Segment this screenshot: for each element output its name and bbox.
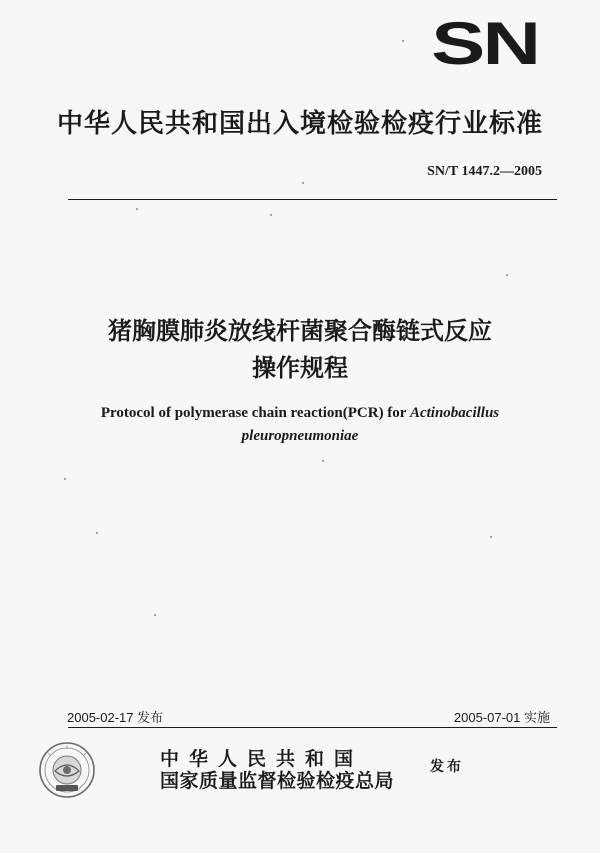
chinese-title xyxy=(0,313,600,387)
chinese-title-line2: 操作规程 xyxy=(252,354,348,382)
top-divider xyxy=(68,199,557,200)
bottom-divider xyxy=(68,727,557,728)
scan-speck xyxy=(302,182,304,184)
chinese-title-line1: 猪胸膜肺炎放线杆菌聚合酶链式反应 xyxy=(108,317,492,345)
scan-speck xyxy=(490,536,492,538)
scan-speck xyxy=(402,40,404,42)
issue-date: 2005-02-17 发布 xyxy=(67,710,164,725)
standard-category-title: 中华人民共和国出入境检验检疫行业标准 xyxy=(56,109,543,139)
scan-speck xyxy=(322,460,324,462)
aqsiq-seal-icon xyxy=(38,741,96,799)
issuer-country: 中华人民共和国 xyxy=(160,748,364,770)
scan-speck xyxy=(96,532,98,534)
english-title xyxy=(60,402,540,448)
standard-number: SN/T 1447.2—2005 xyxy=(427,164,542,179)
implementation-date: 2005-07-01 实施 xyxy=(453,710,550,725)
sn-logo: SN xyxy=(430,10,538,77)
scan-speck xyxy=(270,214,272,216)
publish-label: 发布 xyxy=(430,759,464,775)
scan-speck xyxy=(64,478,66,480)
english-title-species: pleuropneumoniae xyxy=(241,428,359,444)
scan-speck xyxy=(154,614,156,616)
scan-speck xyxy=(506,274,508,276)
issuer-agency: 国家质量监督检验检疫总局 xyxy=(160,770,395,792)
english-title-genus: Actinobacillus xyxy=(409,405,500,421)
english-title-main: Protocol of polymerase chain reaction(PCR) for xyxy=(100,405,410,421)
scan-speck xyxy=(136,208,138,210)
